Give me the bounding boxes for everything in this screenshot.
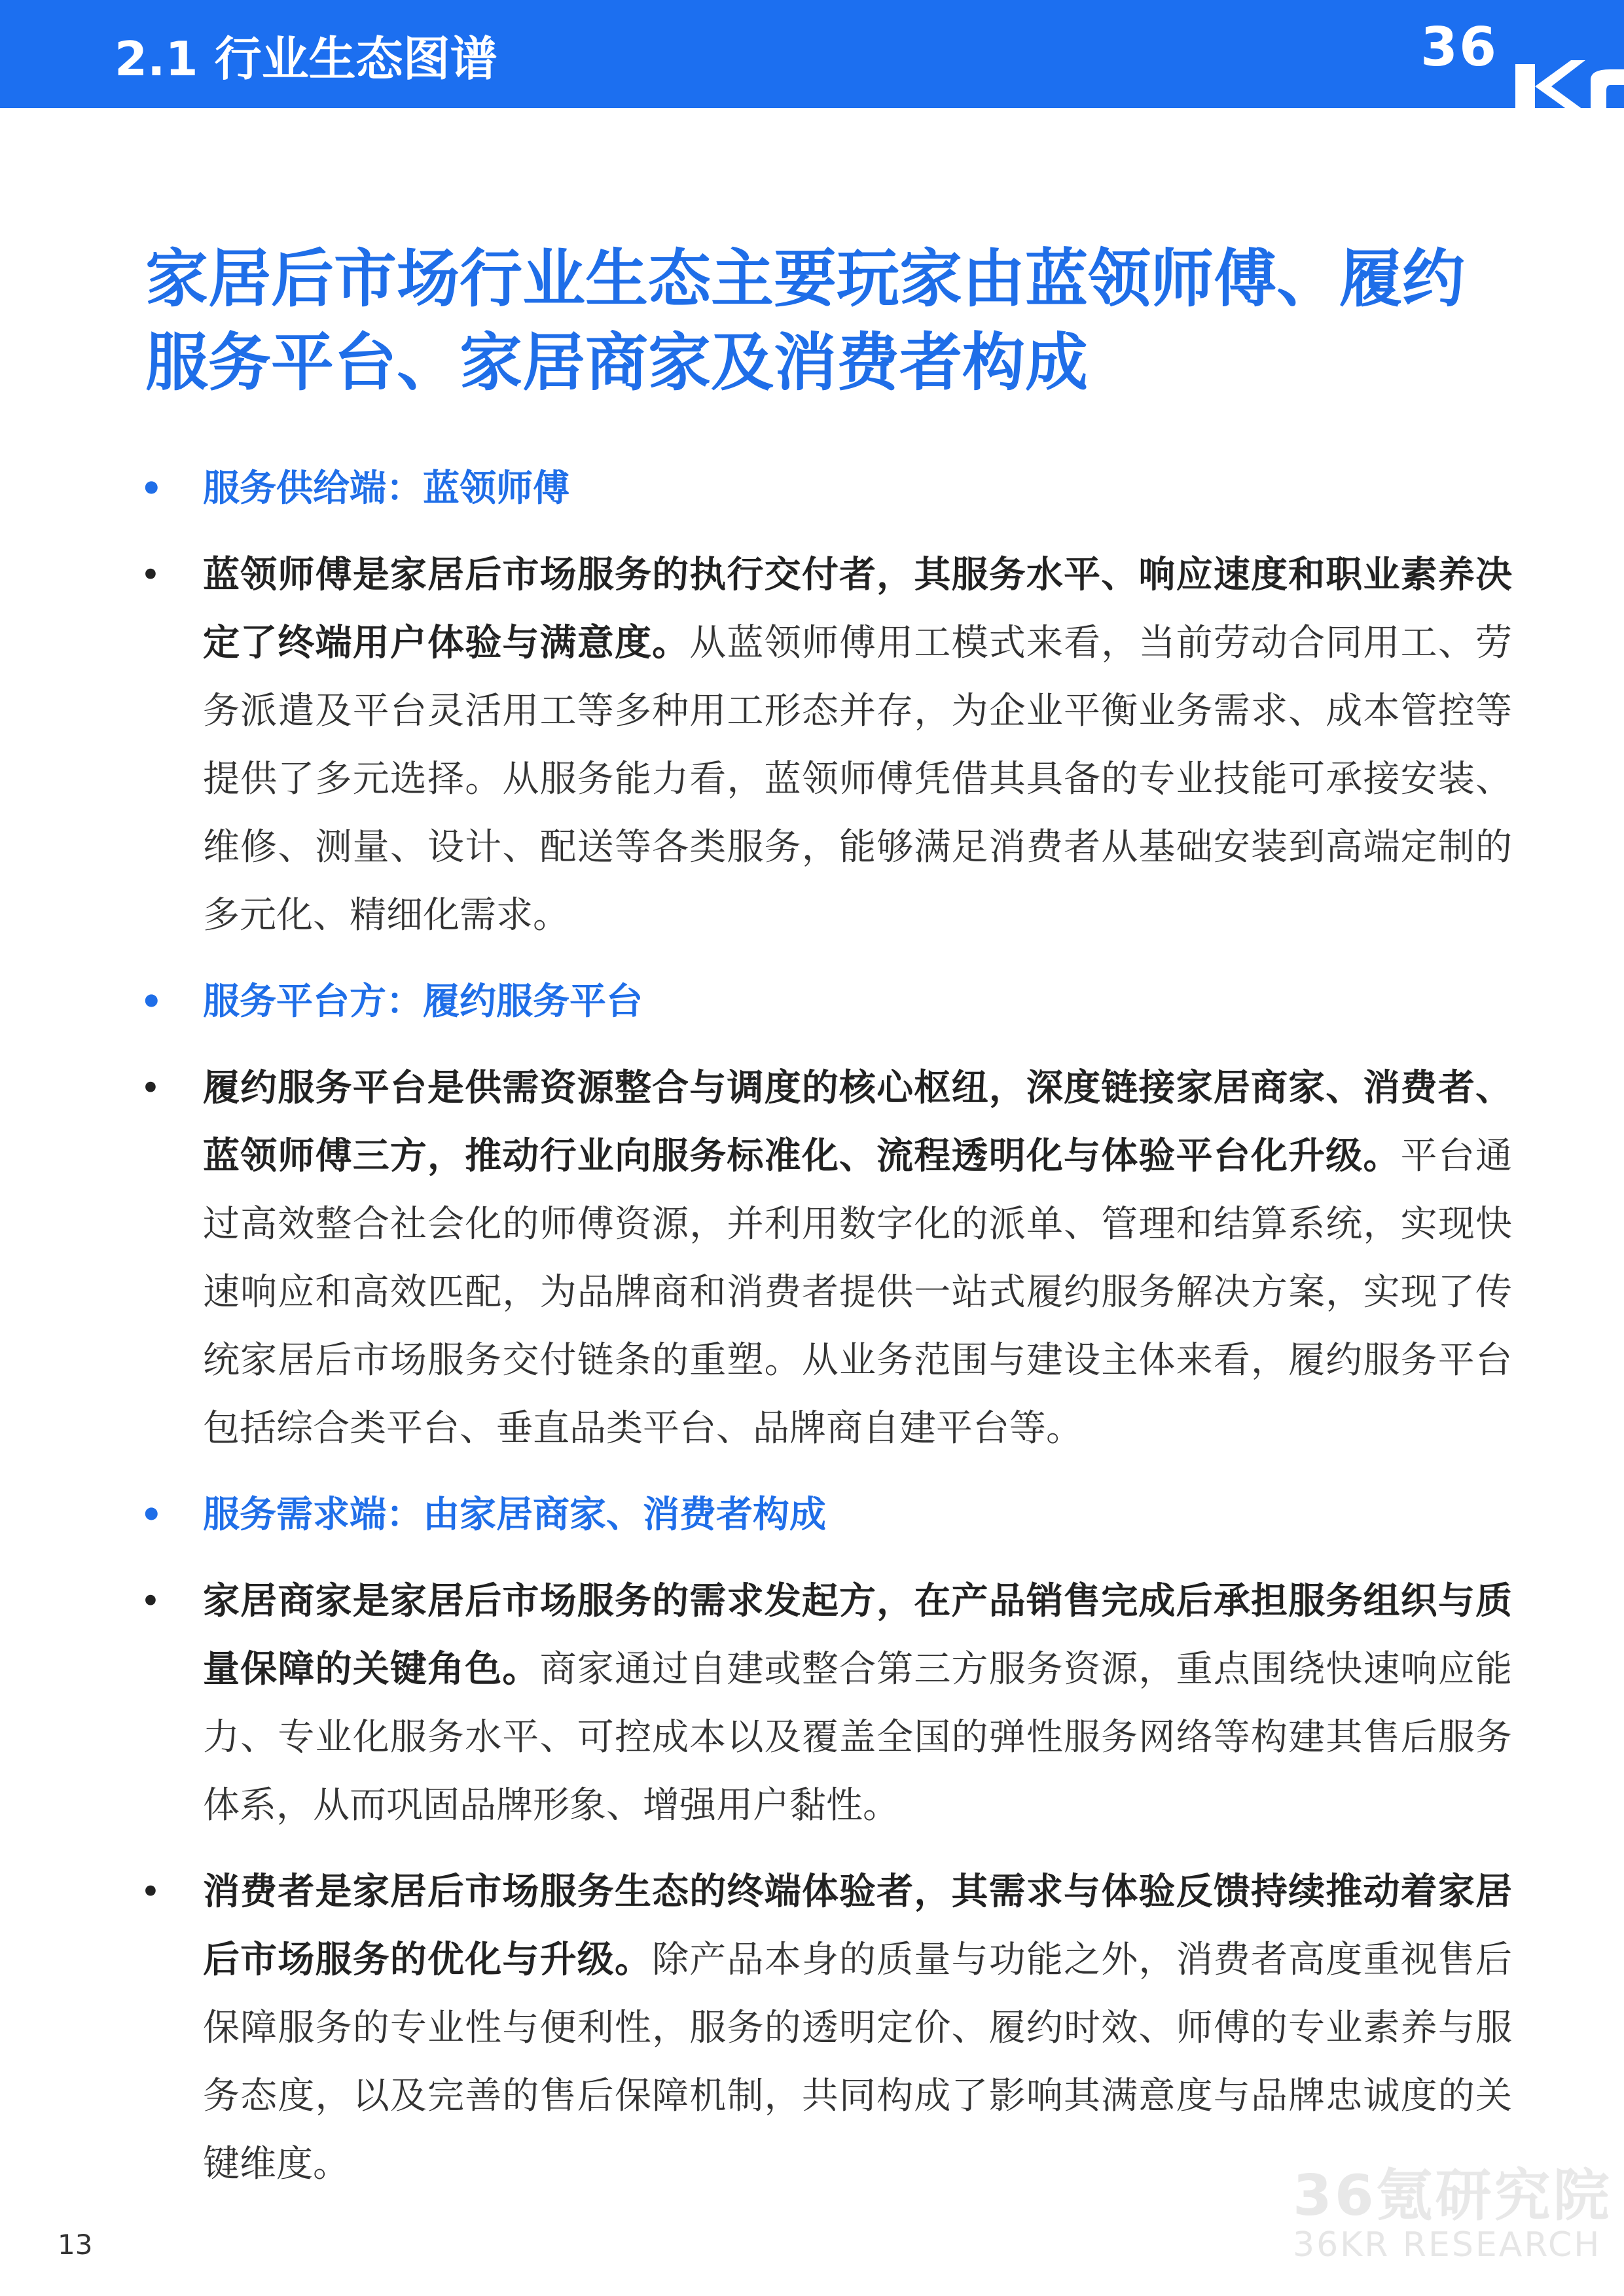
watermark-en: 36KR RESEARCH	[1293, 2225, 1602, 2265]
bullet-icon: •	[140, 554, 161, 596]
header-bar	[0, 0, 1624, 108]
paragraph-text: 平台通过高效整合社会化的师傅资源，并利用数字化的派单、管理和结算系统，实现快速响应和高效匹配，为品牌商和消费者提供一站式履约服务解决方案，实现了传统家居后市场服务交付链条的重塑。从业务范围与建设主体来看，履约服务平台包括综合类平台、垂直品类平台、品牌商自建平台等。	[203, 1135, 1513, 1450]
bullet-icon: •	[140, 468, 163, 509]
paragraph-text: 从蓝领师傅用工模式来看，当前劳动合同用工、劳务派遣及平台灵活用工等多种用工形态并存，为企业平衡业务需求、成本管控等提供了多元选择。从服务能力看，蓝领师傅凭借其具备的专业技能可承接安装、维修、测量、设计、配送等各类服务，能够满足消费者从基础安装到高端定制的多元化、精细化需求。	[203, 622, 1513, 937]
paragraph-lead: 家居商家是家居后市场服务的需求发起方，在产品销售完成后承担服务组织与质量保障的关键角色。	[203, 1580, 1512, 1691]
section-title: 2.1 行业生态图谱	[115, 31, 497, 86]
subhead-supply	[140, 455, 1512, 523]
paragraph-blue-collar	[140, 541, 1513, 950]
page-number: 13	[58, 2229, 93, 2261]
subhead-text: 服务需求端：由家居商家、消费者构成	[203, 1494, 826, 1536]
bullet-icon: •	[140, 1581, 161, 1622]
content-body	[140, 455, 1513, 2217]
paragraph-consumers	[140, 1858, 1513, 2198]
paragraph-lead: 履约服务平台是供需资源整合与调度的核心枢纽，深度链接家居商家、消费者、蓝领师傅三方，推动行业向服务标准化、流程透明化与体验平台化升级。	[203, 1067, 1512, 1177]
headline: 家居后市场行业生态主要玩家由蓝领师傅、履约服务平台、家居商家及消费者构成	[145, 242, 1465, 399]
paragraph-lead: 蓝领师傅是家居后市场服务的执行交付者，其服务水平、响应速度和职业素养决定了终端用户体验与满意度。	[203, 554, 1512, 664]
bullet-icon: •	[140, 1067, 161, 1109]
bullet-icon: •	[140, 1871, 161, 1912]
subhead-demand	[140, 1481, 1512, 1549]
paragraph-text: 商家通过自建或整合第三方服务资源，重点围绕快速响应能力、专业化服务水平、可控成本以及覆盖全国的弹性服务网络等构建其售后服务体系，从而巩固品牌形象、增强用户黏性。	[203, 1648, 1513, 1827]
36kr-logo	[1414, 7, 1624, 111]
bullet-icon: •	[140, 1494, 163, 1535]
paragraph-platform	[140, 1054, 1513, 1463]
paragraph-text: 除产品本身的质量与功能之外，消费者高度重视售后保障服务的专业性与便利性，服务的透明定价、履约时效、师傅的专业素养与服务态度，以及完善的售后保障机制，共同构成了影响其满意度与品牌忠诚度的关键维度。	[203, 1939, 1513, 2185]
logo-kr-mark-icon	[1414, 7, 1624, 111]
subhead-platform	[140, 968, 1512, 1036]
watermark-cn: 36氪研究院	[1293, 2163, 1612, 2229]
bullet-icon: •	[140, 981, 163, 1022]
paragraph-merchants	[140, 1568, 1513, 1840]
subhead-text: 服务平台方：履约服务平台	[203, 980, 643, 1023]
subhead-text: 服务供给端：蓝领师傅	[203, 467, 569, 510]
logo-digits: 36	[1420, 16, 1498, 79]
paragraph-lead: 消费者是家居后市场服务生态的终端体验者，其需求与体验反馈持续推动着家居后市场服务的优化与升级。	[203, 1871, 1512, 1981]
